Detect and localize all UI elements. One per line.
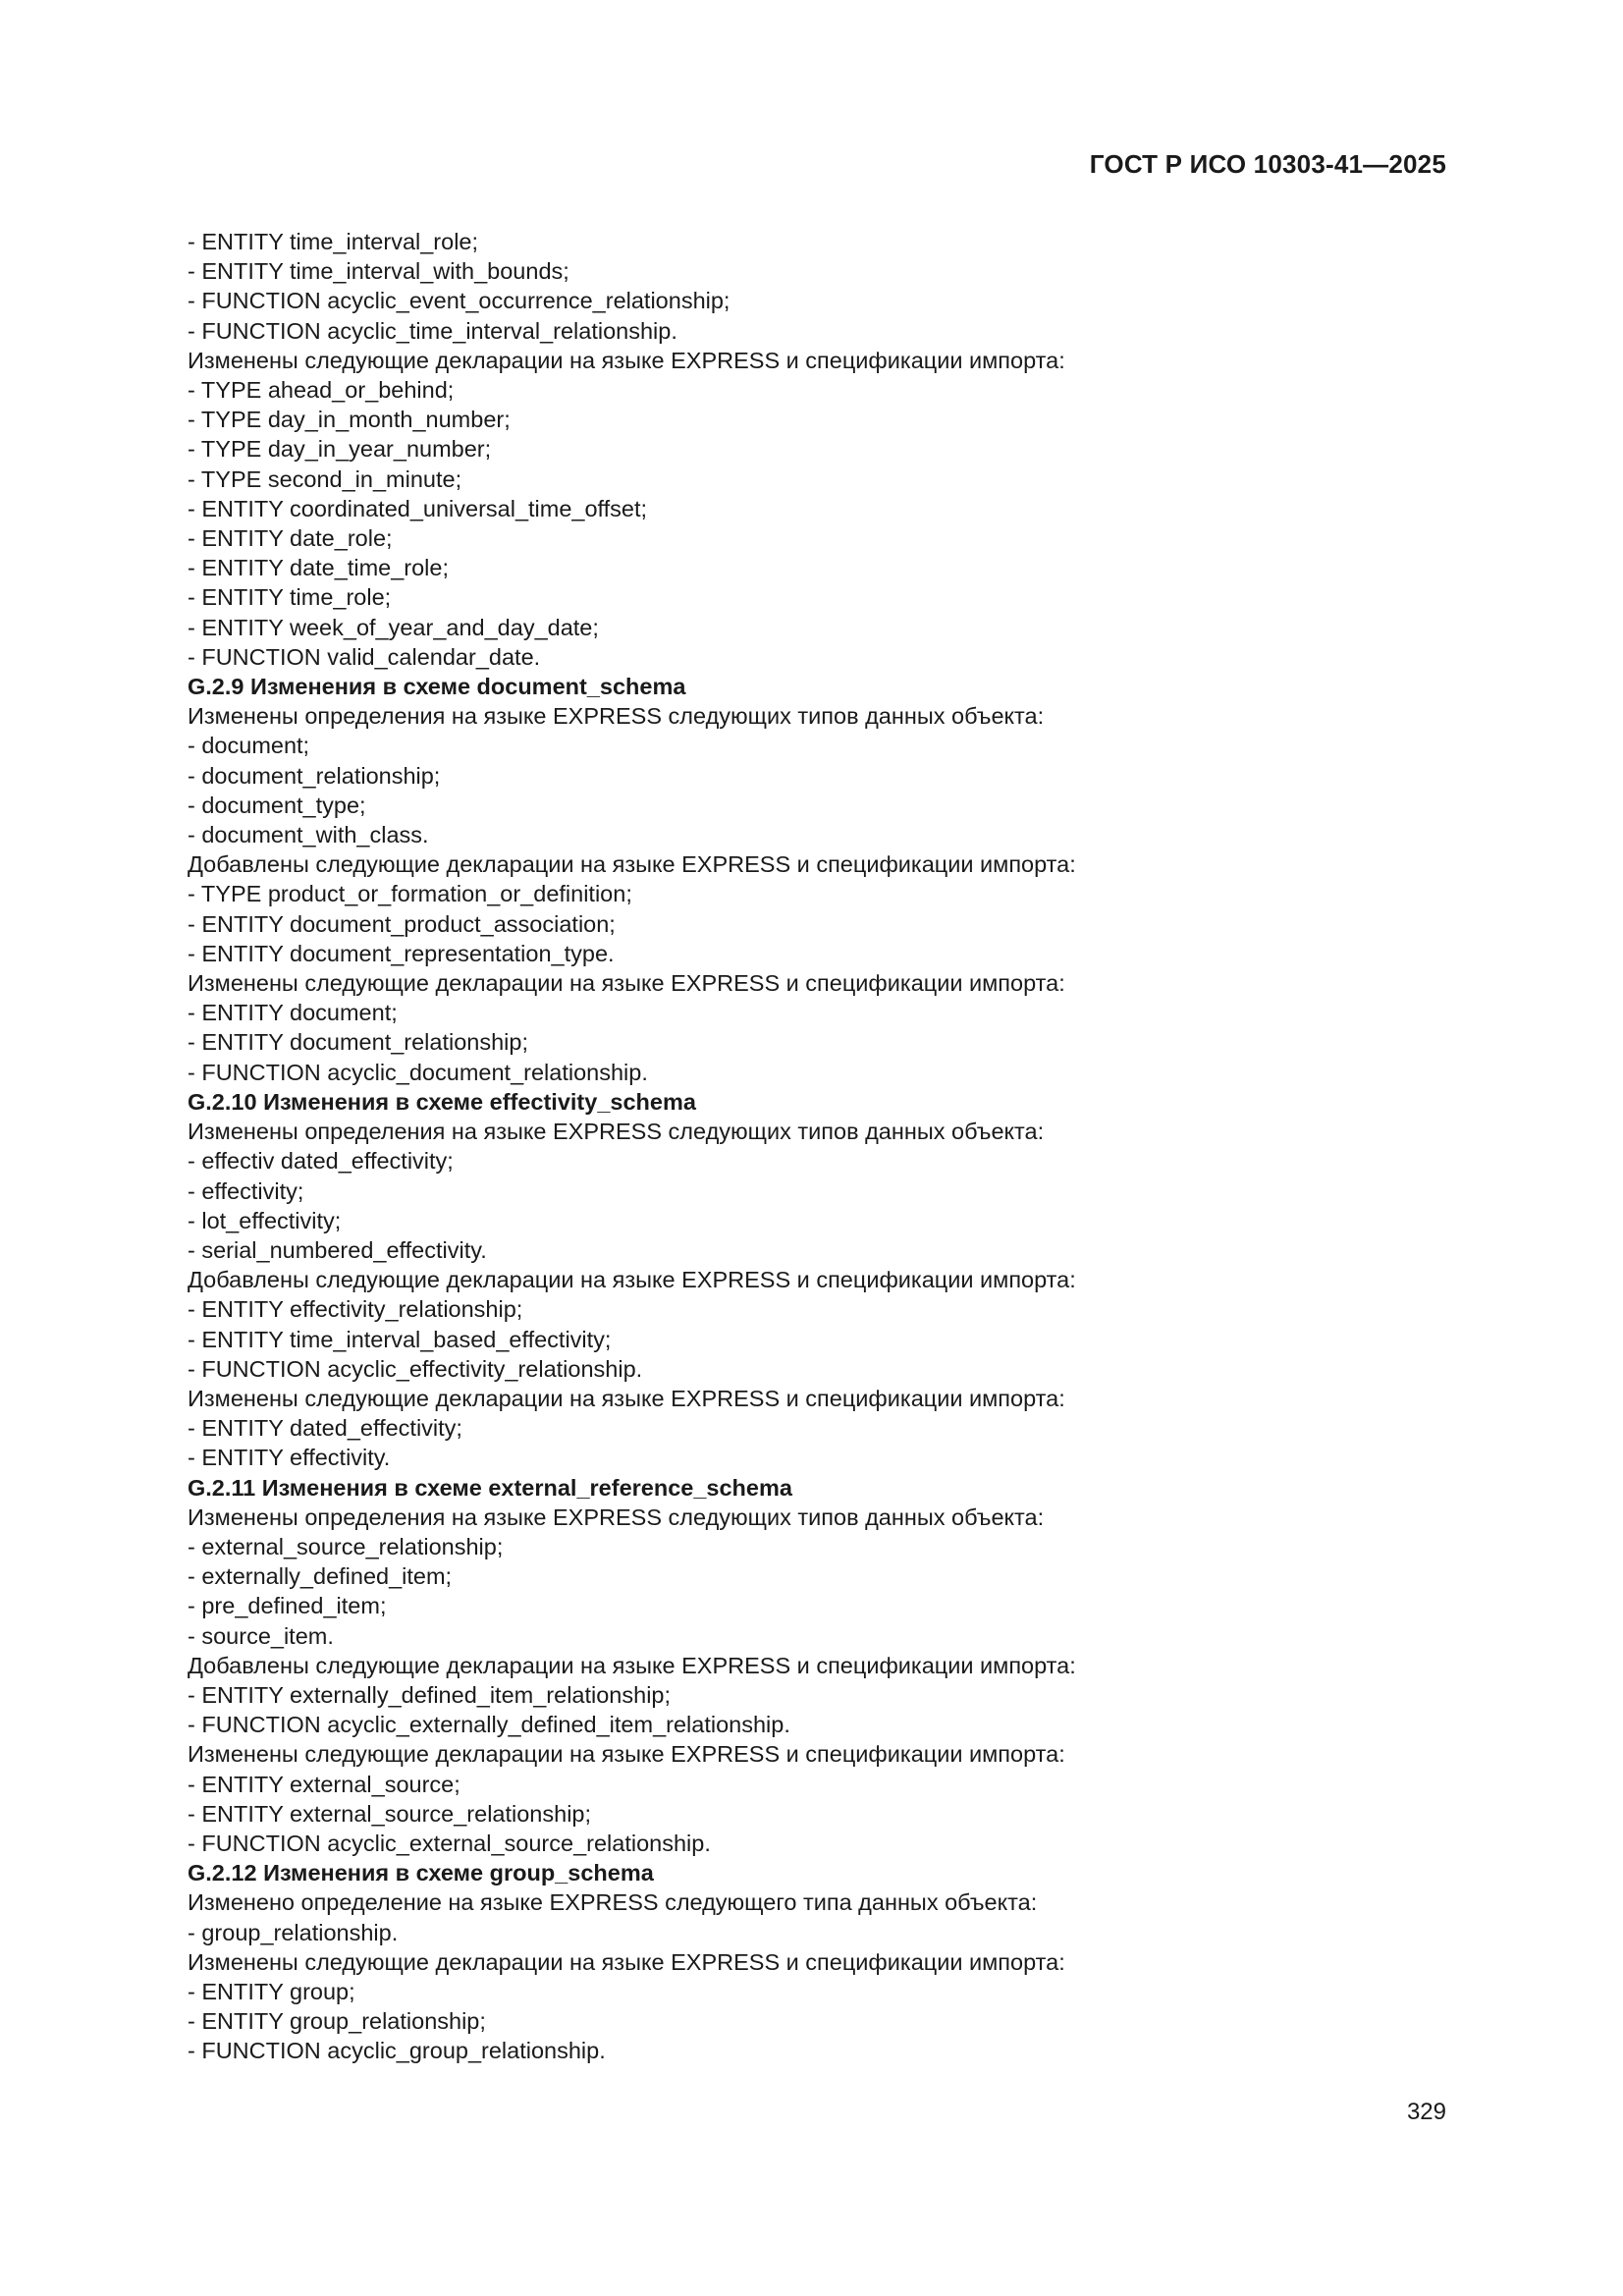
text-line: Добавлены следующие декларации на языке EXPRESS и спецификации импорта: — [188, 1267, 1076, 1293]
text-line: - ENTITY document_relationship; — [188, 1029, 529, 1056]
text-line: - FUNCTION acyclic_group_relationship. — [188, 2038, 606, 2064]
text-line: - document_relationship; — [188, 762, 441, 789]
text-line: Изменены следующие декларации на языке EXPRESS и спецификации импорта: — [188, 970, 1065, 997]
text-line: - TYPE day_in_month_number; — [188, 407, 511, 433]
text-line: Изменены определения на языке EXPRESS следующих типов данных объекта: — [188, 703, 1045, 730]
text-line: - document_with_class. — [188, 822, 429, 848]
text-line: - ENTITY external_source; — [188, 1771, 460, 1797]
text-line: - ENTITY time_interval_role; — [188, 229, 479, 254]
text-line: - externally_defined_item; — [188, 1563, 453, 1590]
text-line: Изменено определение на языке EXPRESS следующего типа данных объекта: — [188, 1889, 1038, 1916]
text-line: - ENTITY time_role; — [188, 584, 392, 611]
text-line: - group_relationship. — [188, 1919, 399, 1945]
text-line: - ENTITY external_source_relationship; — [188, 1800, 592, 1827]
text-line: - TYPE ahead_or_behind; — [188, 377, 455, 404]
text-line: - ENTITY document_product_association; — [188, 910, 616, 937]
text-line: - ENTITY group; — [188, 1978, 355, 2004]
text-line: - FUNCTION acyclic_externally_defined_item_relationship. — [188, 1712, 790, 1738]
section-heading: G.2.9 Изменения в схеме document_schema — [188, 674, 686, 700]
section-heading: G.2.10 Изменения в схеме effectivity_schema — [188, 1088, 696, 1115]
text-line: - ENTITY document_representation_type. — [188, 940, 615, 966]
text-line: - FUNCTION acyclic_external_source_relationship. — [188, 1830, 711, 1856]
text-line: Изменены следующие декларации на языке EXPRESS и спецификации импорта: — [188, 347, 1065, 373]
text-line: - document_type; — [188, 792, 366, 818]
text-line: Добавлены следующие декларации на языке EXPRESS и спецификации импорта: — [188, 1652, 1076, 1678]
text-line: - ENTITY effectivity. — [188, 1445, 391, 1471]
text-line: - FUNCTION acyclic_time_interval_relationship. — [188, 317, 677, 344]
section-heading: G.2.11 Изменения в схеме external_reference_schema — [188, 1474, 792, 1501]
text-line: - pre_defined_item; — [188, 1593, 387, 1619]
text-line: - lot_effectivity; — [188, 1207, 342, 1233]
text-line: - ENTITY date_time_role; — [188, 555, 450, 581]
text-line: - ENTITY document; — [188, 1000, 398, 1026]
text-line: - effectivity; — [188, 1177, 304, 1204]
text-line: - ENTITY time_interval_based_effectivity; — [188, 1326, 612, 1352]
text-line: - TYPE product_or_formation_or_definition; — [188, 881, 632, 907]
text-line: - FUNCTION valid_calendar_date. — [188, 643, 541, 670]
text-line: - ENTITY effectivity_relationship; — [188, 1296, 523, 1323]
text-line: - ENTITY externally_defined_item_relationship; — [188, 1681, 672, 1708]
text-line: - ENTITY time_interval_with_bounds; — [188, 258, 569, 285]
text-line: - external_source_relationship; — [188, 1533, 504, 1559]
text-line: - ENTITY dated_effectivity; — [188, 1415, 462, 1442]
section-heading: G.2.12 Изменения в схеме group_schema — [188, 1860, 654, 1886]
text-line: Добавлены следующие декларации на языке EXPRESS и спецификации импорта: — [188, 851, 1076, 878]
text-line: Изменены следующие декларации на языке EXPRESS и спецификации импорта: — [188, 1385, 1065, 1411]
document-header: ГОСТ Р ИСО 10303-41—2025 — [1089, 149, 1446, 179]
text-line: - TYPE second_in_minute; — [188, 465, 462, 492]
text-line: - effectiv dated_effectivity; — [188, 1148, 454, 1175]
text-line: - FUNCTION acyclic_document_relationship. — [188, 1059, 648, 1085]
text-line: - ENTITY coordinated_universal_time_offset; — [188, 495, 648, 521]
text-line: - ENTITY week_of_year_and_day_date; — [188, 614, 599, 640]
text-line: Изменены определения на языке EXPRESS следующих типов данных объекта: — [188, 1119, 1045, 1145]
text-line: - FUNCTION acyclic_event_occurrence_relationship; — [188, 288, 730, 314]
text-line: - ENTITY group_relationship; — [188, 2008, 486, 2035]
text-line: - source_item. — [188, 1622, 334, 1649]
text-line: Изменены следующие декларации на языке EXPRESS и спецификации импорта: — [188, 1948, 1065, 1975]
text-line: - serial_numbered_effectivity. — [188, 1236, 487, 1263]
text-line: Изменены определения на языке EXPRESS следующих типов данных объекта: — [188, 1503, 1045, 1530]
document-body — [188, 227, 1464, 2066]
text-line: Изменены следующие декларации на языке EXPRESS и спецификации импорта: — [188, 1741, 1065, 1768]
text-line: - ENTITY date_role; — [188, 525, 393, 552]
text-line: - document; — [188, 733, 310, 759]
page-number: 329 — [1406, 2099, 1446, 2125]
text-line: - TYPE day_in_year_number; — [188, 436, 492, 463]
text-line: - FUNCTION acyclic_effectivity_relationship. — [188, 1355, 643, 1382]
